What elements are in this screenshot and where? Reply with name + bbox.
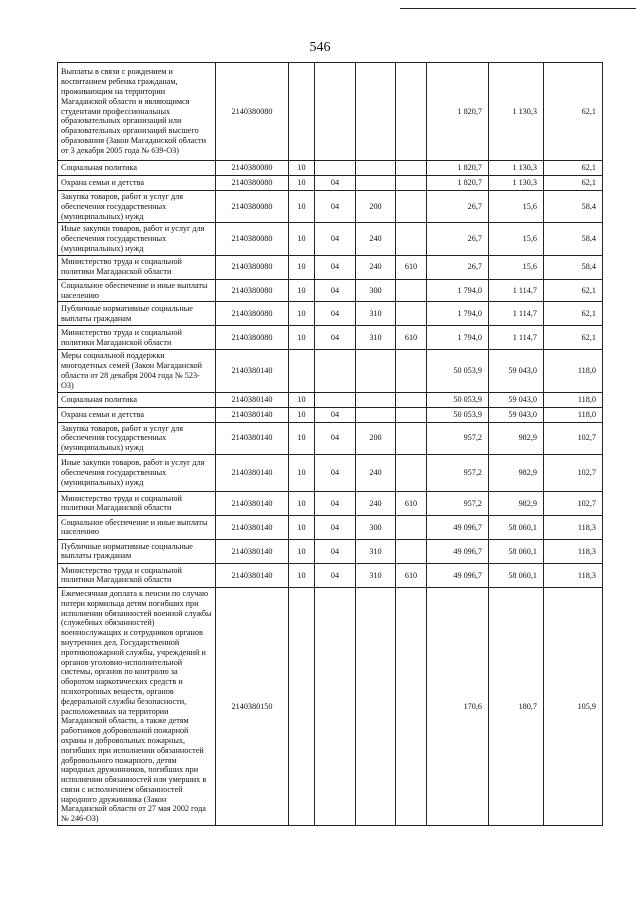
- executed-amount-cell: 59 043,0: [489, 350, 544, 392]
- row-name-cell: Социальное обеспечение и иные выплаты населению: [58, 279, 216, 302]
- planned-amount-cell: 957,2: [427, 491, 489, 515]
- subsection-code-cell: 04: [315, 326, 356, 350]
- row-name-cell: Министерство труда и социальной политики Магаданской области: [58, 491, 216, 515]
- execution-percent-cell: 62,1: [544, 63, 603, 161]
- expense-type-code-cell: 200: [356, 422, 396, 454]
- target-code-cell: 2140380080: [216, 176, 289, 191]
- target-code-cell: 2140380080: [216, 255, 289, 279]
- section-code-cell: 10: [289, 491, 315, 515]
- section-code-cell: 10: [289, 223, 315, 255]
- section-code-cell: 10: [289, 407, 315, 422]
- subsection-code-cell: 04: [315, 407, 356, 422]
- row-name-cell: Министерство труда и социальной политики Магаданской области: [58, 255, 216, 279]
- planned-amount-cell: 49 096,7: [427, 563, 489, 587]
- subsection-code-cell: 04: [315, 515, 356, 539]
- department-code-cell: [396, 539, 427, 563]
- department-code-cell: 610: [396, 326, 427, 350]
- execution-percent-cell: 58,4: [544, 255, 603, 279]
- subsection-code-cell: 04: [315, 563, 356, 587]
- planned-amount-cell: 1 794,0: [427, 279, 489, 302]
- execution-percent-cell: 118,3: [544, 539, 603, 563]
- subsection-code-cell: 04: [315, 302, 356, 326]
- planned-amount-cell: 49 096,7: [427, 539, 489, 563]
- row-name-cell: Охрана семьи и детства: [58, 407, 216, 422]
- department-code-cell: [396, 302, 427, 326]
- section-code-cell: 10: [289, 422, 315, 454]
- row-name-cell: Социальное обеспечение и иные выплаты населению: [58, 515, 216, 539]
- table-row: [58, 223, 603, 255]
- department-code-cell: [396, 587, 427, 825]
- row-name-cell: Социальная политика: [58, 161, 216, 176]
- planned-amount-cell: 170,6: [427, 587, 489, 825]
- target-code-cell: 2140380140: [216, 539, 289, 563]
- expense-type-code-cell: [356, 407, 396, 422]
- row-name-cell: Закупка товаров, работ и услуг для обеспечения государственных (муниципальных) нужд: [58, 422, 216, 454]
- table-row: [58, 515, 603, 539]
- execution-percent-cell: 62,1: [544, 279, 603, 302]
- subsection-code-cell: 04: [315, 422, 356, 454]
- department-code-cell: [396, 350, 427, 392]
- section-code-cell: [289, 63, 315, 161]
- target-code-cell: 2140380140: [216, 407, 289, 422]
- row-name-cell: Иные закупки товаров, работ и услуг для обеспечения государственных (муниципальных) нужд: [58, 454, 216, 491]
- planned-amount-cell: 957,2: [427, 422, 489, 454]
- expense-type-code-cell: 300: [356, 515, 396, 539]
- section-code-cell: 10: [289, 326, 315, 350]
- planned-amount-cell: 1 820,7: [427, 161, 489, 176]
- executed-amount-cell: 59 043,0: [489, 407, 544, 422]
- planned-amount-cell: 1 820,7: [427, 176, 489, 191]
- expense-type-code-cell: 240: [356, 454, 396, 491]
- execution-percent-cell: 105,9: [544, 587, 603, 825]
- execution-percent-cell: 118,0: [544, 350, 603, 392]
- section-code-cell: [289, 350, 315, 392]
- executed-amount-cell: 1 114,7: [489, 326, 544, 350]
- table-row: [58, 350, 603, 392]
- executed-amount-cell: 15,6: [489, 191, 544, 223]
- execution-percent-cell: 62,1: [544, 326, 603, 350]
- row-name-cell: Министерство труда и социальной политики Магаданской области: [58, 326, 216, 350]
- section-code-cell: 10: [289, 515, 315, 539]
- subsection-code-cell: [315, 161, 356, 176]
- executed-amount-cell: 58 060,1: [489, 563, 544, 587]
- section-code-cell: 10: [289, 279, 315, 302]
- section-code-cell: 10: [289, 191, 315, 223]
- department-code-cell: [396, 392, 427, 407]
- target-code-cell: 2140380080: [216, 279, 289, 302]
- section-code-cell: 10: [289, 539, 315, 563]
- target-code-cell: 2140380140: [216, 491, 289, 515]
- executed-amount-cell: 1 114,7: [489, 302, 544, 326]
- planned-amount-cell: 49 096,7: [427, 515, 489, 539]
- expense-type-code-cell: 240: [356, 223, 396, 255]
- table-row: [58, 176, 603, 191]
- department-code-cell: [396, 515, 427, 539]
- budget-table: [57, 62, 603, 826]
- execution-percent-cell: 102,7: [544, 454, 603, 491]
- planned-amount-cell: 957,2: [427, 454, 489, 491]
- target-code-cell: 2140380080: [216, 223, 289, 255]
- subsection-code-cell: 04: [315, 539, 356, 563]
- section-code-cell: 10: [289, 392, 315, 407]
- target-code-cell: 2140380080: [216, 63, 289, 161]
- planned-amount-cell: 1 820,7: [427, 63, 489, 161]
- planned-amount-cell: 26,7: [427, 191, 489, 223]
- execution-percent-cell: 102,7: [544, 422, 603, 454]
- executed-amount-cell: 982,9: [489, 422, 544, 454]
- target-code-cell: 2140380150: [216, 587, 289, 825]
- subsection-code-cell: 04: [315, 454, 356, 491]
- row-name-cell: Меры социальной поддержки многодетных семей (Закон Магаданской области от 28 декабря 2004 года № 523-ОЗ): [58, 350, 216, 392]
- department-code-cell: [396, 454, 427, 491]
- executed-amount-cell: 58 060,1: [489, 515, 544, 539]
- table-row: [58, 454, 603, 491]
- execution-percent-cell: 118,0: [544, 392, 603, 407]
- table-row: [58, 302, 603, 326]
- expense-type-code-cell: [356, 350, 396, 392]
- target-code-cell: 2140380080: [216, 191, 289, 223]
- target-code-cell: 2140380140: [216, 454, 289, 491]
- table-row: [58, 422, 603, 454]
- table-row: [58, 587, 603, 825]
- row-name-cell: Министерство труда и социальной политики Магаданской области: [58, 563, 216, 587]
- subsection-code-cell: 04: [315, 176, 356, 191]
- table-body: [58, 63, 603, 826]
- row-name-cell: Закупка товаров, работ и услуг для обеспечения государственных (муниципальных) нужд: [58, 191, 216, 223]
- expense-type-code-cell: 310: [356, 539, 396, 563]
- department-code-cell: [396, 63, 427, 161]
- row-name-cell: Публичные нормативные социальные выплаты гражданам: [58, 539, 216, 563]
- subsection-code-cell: [315, 392, 356, 407]
- planned-amount-cell: 1 794,0: [427, 326, 489, 350]
- planned-amount-cell: 50 053,9: [427, 407, 489, 422]
- expense-type-code-cell: 310: [356, 326, 396, 350]
- target-code-cell: 2140380080: [216, 326, 289, 350]
- table-row: [58, 191, 603, 223]
- executed-amount-cell: 1 130,3: [489, 63, 544, 161]
- target-code-cell: 2140380080: [216, 302, 289, 326]
- department-code-cell: [396, 279, 427, 302]
- expense-type-code-cell: 300: [356, 279, 396, 302]
- section-code-cell: 10: [289, 454, 315, 491]
- table-row: [58, 407, 603, 422]
- section-code-cell: 10: [289, 255, 315, 279]
- department-code-cell: [396, 223, 427, 255]
- section-code-cell: 10: [289, 176, 315, 191]
- top-rule: [400, 8, 636, 9]
- execution-percent-cell: 118,0: [544, 407, 603, 422]
- subsection-code-cell: [315, 350, 356, 392]
- target-code-cell: 2140380140: [216, 563, 289, 587]
- department-code-cell: [396, 161, 427, 176]
- execution-percent-cell: 62,1: [544, 161, 603, 176]
- executed-amount-cell: 15,6: [489, 255, 544, 279]
- executed-amount-cell: 15,6: [489, 223, 544, 255]
- page-number: 546: [309, 40, 331, 55]
- target-code-cell: 2140380140: [216, 350, 289, 392]
- table-row: [58, 539, 603, 563]
- execution-percent-cell: 118,3: [544, 515, 603, 539]
- department-code-cell: 610: [396, 255, 427, 279]
- planned-amount-cell: 26,7: [427, 255, 489, 279]
- expense-type-code-cell: [356, 63, 396, 161]
- department-code-cell: 610: [396, 563, 427, 587]
- section-code-cell: 10: [289, 161, 315, 176]
- planned-amount-cell: 50 053,9: [427, 392, 489, 407]
- target-code-cell: 2140380140: [216, 392, 289, 407]
- table-row: [58, 255, 603, 279]
- executed-amount-cell: 982,9: [489, 491, 544, 515]
- subsection-code-cell: 04: [315, 191, 356, 223]
- execution-percent-cell: 102,7: [544, 491, 603, 515]
- executed-amount-cell: 1 130,3: [489, 161, 544, 176]
- table-row: [58, 63, 603, 161]
- row-name-cell: Выплаты в связи с рождением и воспитанием ребенка гражданам, проживающим на территории Магаданской области и являющимся студентами профессиональных образовательных организаций или образовательных организаций высшего образования (Закон Магаданской области от 3 декабря 2005 года № 639-ОЗ): [58, 63, 216, 161]
- table-row: [58, 161, 603, 176]
- execution-percent-cell: 58,4: [544, 191, 603, 223]
- target-code-cell: 2140380140: [216, 515, 289, 539]
- subsection-code-cell: [315, 63, 356, 161]
- execution-percent-cell: 58,4: [544, 223, 603, 255]
- expense-type-code-cell: [356, 587, 396, 825]
- executed-amount-cell: 58 060,1: [489, 539, 544, 563]
- expense-type-code-cell: [356, 176, 396, 191]
- target-code-cell: 2140380140: [216, 422, 289, 454]
- section-code-cell: 10: [289, 302, 315, 326]
- execution-percent-cell: 62,1: [544, 176, 603, 191]
- subsection-code-cell: 04: [315, 279, 356, 302]
- expense-type-code-cell: [356, 392, 396, 407]
- department-code-cell: [396, 191, 427, 223]
- planned-amount-cell: 1 794,0: [427, 302, 489, 326]
- executed-amount-cell: 180,7: [489, 587, 544, 825]
- executed-amount-cell: 1 114,7: [489, 279, 544, 302]
- expense-type-code-cell: 240: [356, 255, 396, 279]
- row-name-cell: Ежемесячная доплата к пенсии по случаю потери кормильца детям погибших при исполнении обязанностей военной службы (служебных обязанностей) военнослужащих и сотрудников органов внутренних дел, Государственной противопожарной службы, учреждений и органов уголовно-исполнительной системы, органов по контролю за оборотом наркотических средств и психотропных веществ, органов федеральной службы безопасности, расположенных на территории Магаданской области, а также детям работников добровольной пожарной охраны и добровольных пожарных, погибших при исполнении обязанностей добровольного пожарного, детям народных дружинников, погибших при исполнении обязанностей или умерших в связи с исполнением обязанностей народного дружинника (Закон Магаданской области от 27 мая 2002 года № 246-ОЗ): [58, 587, 216, 825]
- department-code-cell: [396, 176, 427, 191]
- section-code-cell: [289, 587, 315, 825]
- planned-amount-cell: 50 053,9: [427, 350, 489, 392]
- execution-percent-cell: 62,1: [544, 302, 603, 326]
- executed-amount-cell: 59 043,0: [489, 392, 544, 407]
- expense-type-code-cell: 200: [356, 191, 396, 223]
- expense-type-code-cell: [356, 161, 396, 176]
- row-name-cell: Публичные нормативные социальные выплаты гражданам: [58, 302, 216, 326]
- subsection-code-cell: 04: [315, 223, 356, 255]
- planned-amount-cell: 26,7: [427, 223, 489, 255]
- table-row: [58, 491, 603, 515]
- table-row: [58, 326, 603, 350]
- department-code-cell: [396, 422, 427, 454]
- section-code-cell: 10: [289, 563, 315, 587]
- department-code-cell: [396, 407, 427, 422]
- execution-percent-cell: 118,3: [544, 563, 603, 587]
- table-row: [58, 392, 603, 407]
- target-code-cell: 2140380080: [216, 161, 289, 176]
- table-row: [58, 563, 603, 587]
- expense-type-code-cell: 310: [356, 563, 396, 587]
- department-code-cell: 610: [396, 491, 427, 515]
- executed-amount-cell: 1 130,3: [489, 176, 544, 191]
- table-row: [58, 279, 603, 302]
- subsection-code-cell: 04: [315, 491, 356, 515]
- subsection-code-cell: [315, 587, 356, 825]
- subsection-code-cell: 04: [315, 255, 356, 279]
- row-name-cell: Охрана семьи и детства: [58, 176, 216, 191]
- expense-type-code-cell: 240: [356, 491, 396, 515]
- executed-amount-cell: 982,9: [489, 454, 544, 491]
- expense-type-code-cell: 310: [356, 302, 396, 326]
- row-name-cell: Социальная политика: [58, 392, 216, 407]
- row-name-cell: Иные закупки товаров, работ и услуг для обеспечения государственных (муниципальных) нужд: [58, 223, 216, 255]
